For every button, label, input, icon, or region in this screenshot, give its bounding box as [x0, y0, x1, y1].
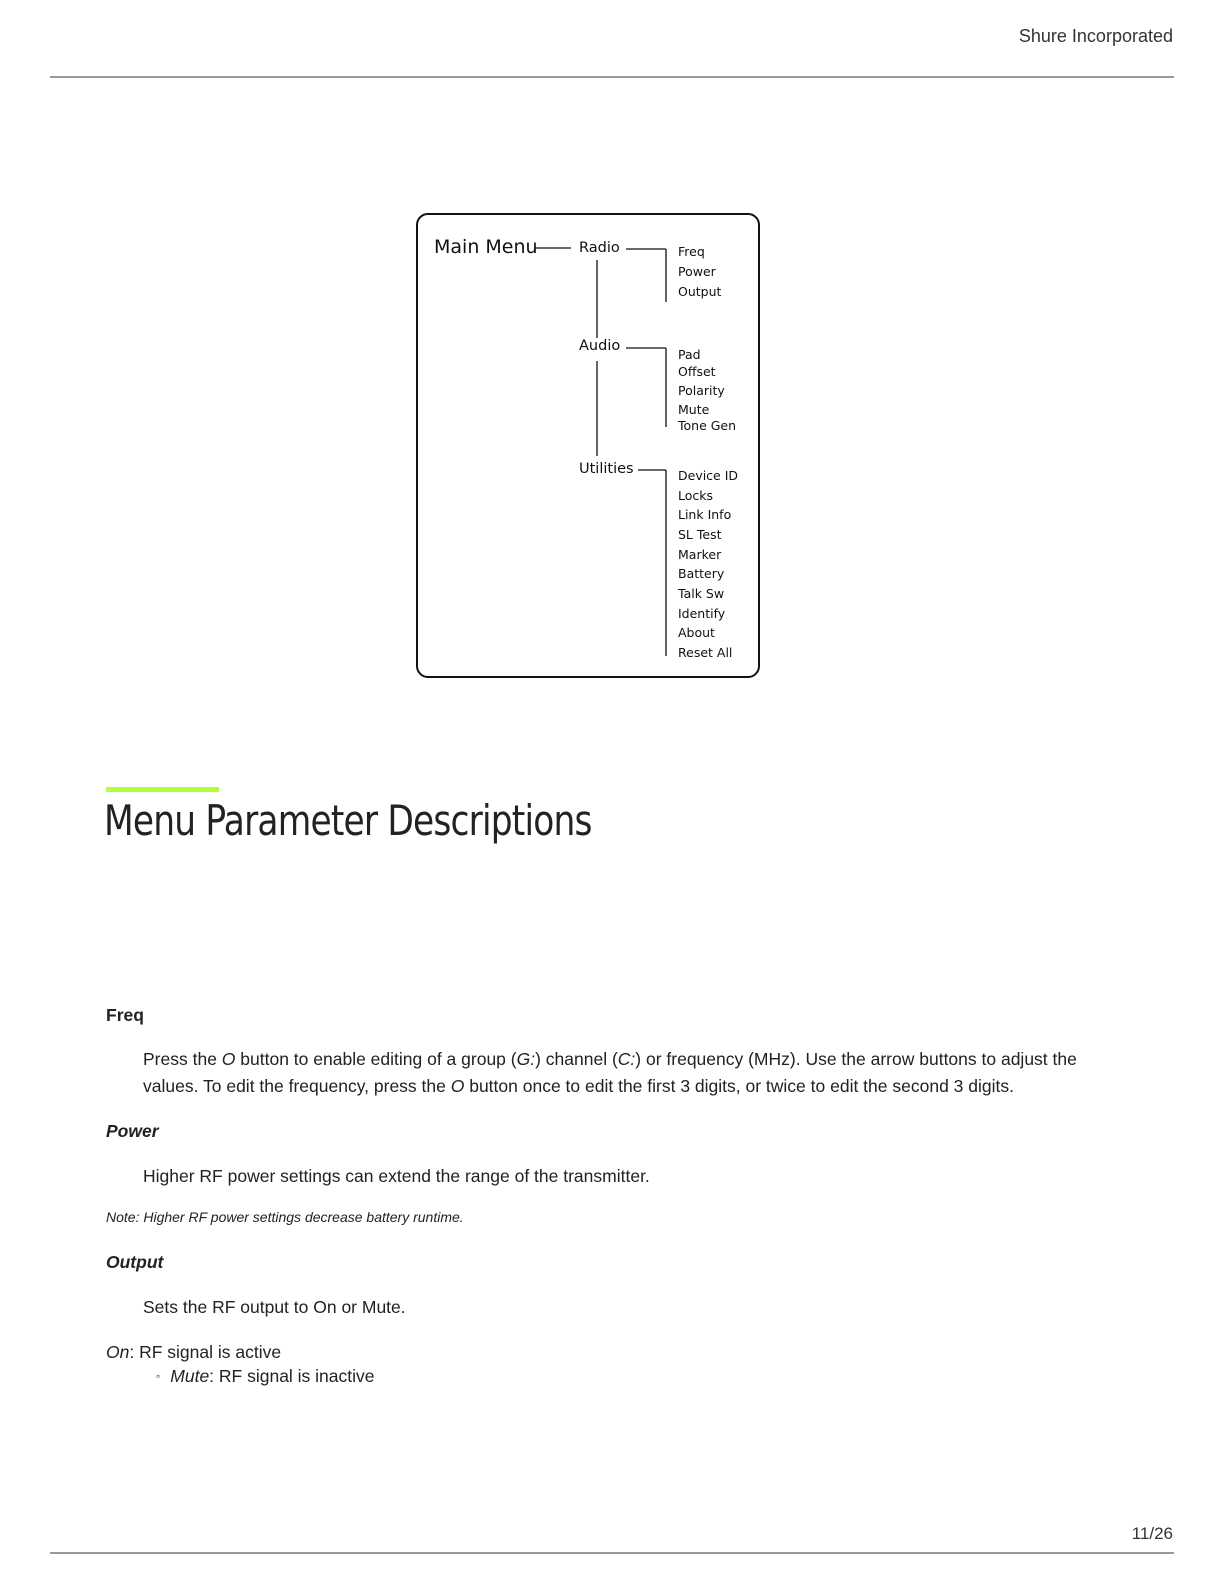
- section-accent-bar: [106, 787, 219, 792]
- power-note: Note: Higher RF power settings decrease battery runtime.: [106, 1209, 464, 1225]
- menu-item-freq: Freq: [678, 244, 705, 259]
- menu-item-pad: Pad: [678, 347, 701, 362]
- output-on-item: On: RF signal is active: [106, 1342, 282, 1362]
- section-title: Menu Parameter Descriptions: [104, 796, 592, 845]
- menu-item-reset-all: Reset All: [678, 645, 733, 660]
- freq-heading: Freq: [106, 1005, 144, 1025]
- menu-item-identify: Identify: [678, 606, 726, 621]
- menu-item-locks: Locks: [678, 488, 714, 503]
- menu-item-about: About: [678, 625, 715, 640]
- power-description: Higher RF power settings can extend the range of the transmitter.: [143, 1166, 650, 1186]
- bullet-circle-icon: ◦: [156, 1369, 161, 1383]
- menu-item-sl-test: SL Test: [678, 527, 722, 542]
- menu-category-audio: Audio: [579, 338, 621, 354]
- output-description: Sets the RF output to On or Mute.: [143, 1297, 406, 1317]
- footer-rule: [50, 1552, 1174, 1554]
- menu-main-label: Main Menu: [434, 236, 538, 258]
- menu-tree-diagram: [416, 213, 760, 678]
- menu-category-radio: Radio: [579, 240, 620, 256]
- output-heading: Output: [106, 1252, 164, 1272]
- menu-item-offset: Offset: [678, 364, 716, 379]
- power-heading: Power: [106, 1121, 159, 1141]
- menu-item-talk-sw: Talk Sw: [678, 586, 725, 601]
- menu-item-battery: Battery: [678, 566, 725, 581]
- menu-item-mute: Mute: [678, 402, 710, 417]
- header-rule: [50, 76, 1174, 78]
- freq-description-line-1: Press the O button to enable editing of a group (G:) channel (C:) or frequency (MHz). Use the arrow buttons to adjust the: [143, 1049, 1077, 1069]
- menu-item-link-info: Link Info: [678, 507, 732, 522]
- menu-item-polarity: Polarity: [678, 383, 725, 398]
- page-number: 11/26: [1131, 1524, 1173, 1543]
- menu-item-tone-gen: Tone Gen: [678, 418, 737, 433]
- menu-item-output: Output: [678, 284, 722, 299]
- menu-item-device-id: Device ID: [678, 468, 739, 483]
- freq-description-line-2: values. To edit the frequency, press the O button once to edit the first 3 digits, or twice to edit the second 3 digits.: [143, 1076, 1014, 1096]
- header-company: Shure Incorporated: [1018, 26, 1173, 46]
- output-mute-item: ◦ Mute: RF signal is inactive: [156, 1366, 375, 1386]
- menu-item-marker: Marker: [678, 547, 722, 562]
- menu-category-utilities: Utilities: [579, 461, 634, 477]
- menu-item-power: Power: [678, 264, 716, 279]
